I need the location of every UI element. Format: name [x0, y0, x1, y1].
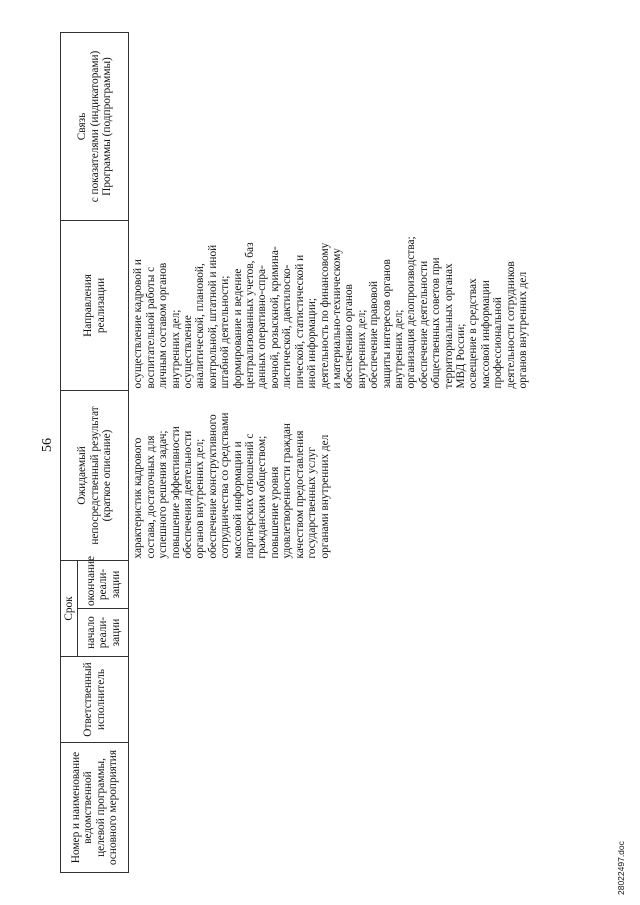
cell-link-indicators	[129, 32, 533, 220]
cell-expected-result	[129, 390, 533, 560]
directions-line: штабной деятельности;	[219, 275, 232, 389]
rotated-table-container	[60, 33, 610, 873]
directions-line: освещение в средствах	[467, 278, 480, 389]
directions-line: внутренних дел;	[392, 309, 405, 389]
header-term: Срок	[61, 560, 78, 656]
directions-line: деятельности сотрудников	[504, 261, 517, 389]
directions-line: обеспечение деятельности	[417, 260, 430, 389]
directions-line: органов внутренних дел	[517, 271, 529, 389]
directions-line: пической, статистической и	[293, 254, 306, 389]
directions-line: внутренних дел;	[355, 309, 368, 389]
expected-result-line: повышение эффективности	[169, 426, 182, 559]
header-link-indicators: Связь с показателями (индикаторами) Программы (подпрограммы)	[61, 32, 129, 220]
directions-line: аналитической, плановой,	[194, 263, 207, 389]
directions-line: обеспечению органов	[343, 284, 356, 389]
cell-program-name	[129, 743, 533, 873]
expected-result-line: удовлетворенности граждан	[281, 423, 294, 559]
directions-line: защиты интересов органов	[380, 259, 393, 389]
cell-start	[129, 609, 533, 657]
document-id: 28022497.doc	[616, 841, 626, 895]
directions-line: личным составом органов	[157, 262, 170, 389]
directions-line: общественных советов при	[430, 257, 443, 389]
directions-line: воспитательной работы с	[144, 266, 157, 389]
directions-line: территориальных органах	[442, 263, 455, 389]
page-number: 56	[40, 438, 55, 452]
cell-directions	[129, 220, 533, 390]
directions-line: контрольной, штатной и иной	[206, 244, 219, 389]
expected-result-line: состава, достаточных для	[144, 435, 157, 559]
expected-result-line: повышение уровня	[268, 466, 281, 559]
expected-result-line: успешного решения задач;	[157, 430, 170, 559]
directions-line: осуществление кадровой и	[132, 259, 145, 389]
header-end: окончание реали- зации	[78, 560, 129, 608]
expected-result-line: характеристик кадрового	[132, 437, 145, 559]
expected-result-line: органов внутренних дел;	[194, 438, 207, 559]
expected-result-line: качеством предоставления	[293, 430, 306, 559]
directions-line: данных оперативно-спра-	[256, 265, 269, 389]
header-program-name: Номер и наименование ведомственной целевой программы, основного мероприятия	[61, 743, 129, 873]
header-directions: Направления реализации	[61, 220, 129, 390]
expected-result-line: сотрудничества со средствами	[219, 412, 232, 559]
directions-line: иной информации;	[306, 297, 319, 389]
expected-result-line: гражданским обществом;	[256, 435, 269, 559]
directions-line: централизованных учетов, баз	[244, 242, 257, 389]
expected-result-line: органами внутренних дел	[318, 434, 331, 559]
directions-line: осуществление	[182, 315, 195, 389]
measures-table	[60, 32, 532, 873]
cell-end	[129, 560, 533, 608]
expected-result-line: обеспечения деятельности	[182, 430, 195, 559]
directions-line: организация делопроизводства;	[405, 236, 418, 389]
header-start: начало реали- зации	[78, 609, 129, 657]
expected-result-line: массовой информации и	[231, 441, 244, 559]
header-responsible: Ответственный исполнитель	[61, 657, 129, 743]
expected-result-line: государственных услуг	[306, 447, 319, 559]
directions-line: и материально-техническому	[330, 248, 343, 389]
directions-line: обеспечение правовой	[368, 280, 381, 389]
header-expected-result: Ожидаемый непосредственный результат (краткое описание)	[61, 390, 129, 560]
directions-line: массовой информации	[479, 280, 492, 389]
directions-line: МВД России;	[454, 323, 467, 389]
directions-line: листической, дактилоско-	[281, 264, 294, 389]
expected-result-line: партнерских отношений с	[244, 433, 257, 559]
directions-line: деятельность по финансовому	[318, 242, 331, 389]
directions-line: внутренних дел;	[169, 309, 182, 389]
directions-line: вочной, розыскной, кримина-	[268, 246, 281, 389]
expected-result-line: обеспечение конструктивного	[206, 414, 219, 559]
directions-line: формирование и ведение	[231, 268, 244, 389]
cell-responsible	[129, 657, 533, 743]
directions-line: профессиональной	[492, 297, 505, 389]
